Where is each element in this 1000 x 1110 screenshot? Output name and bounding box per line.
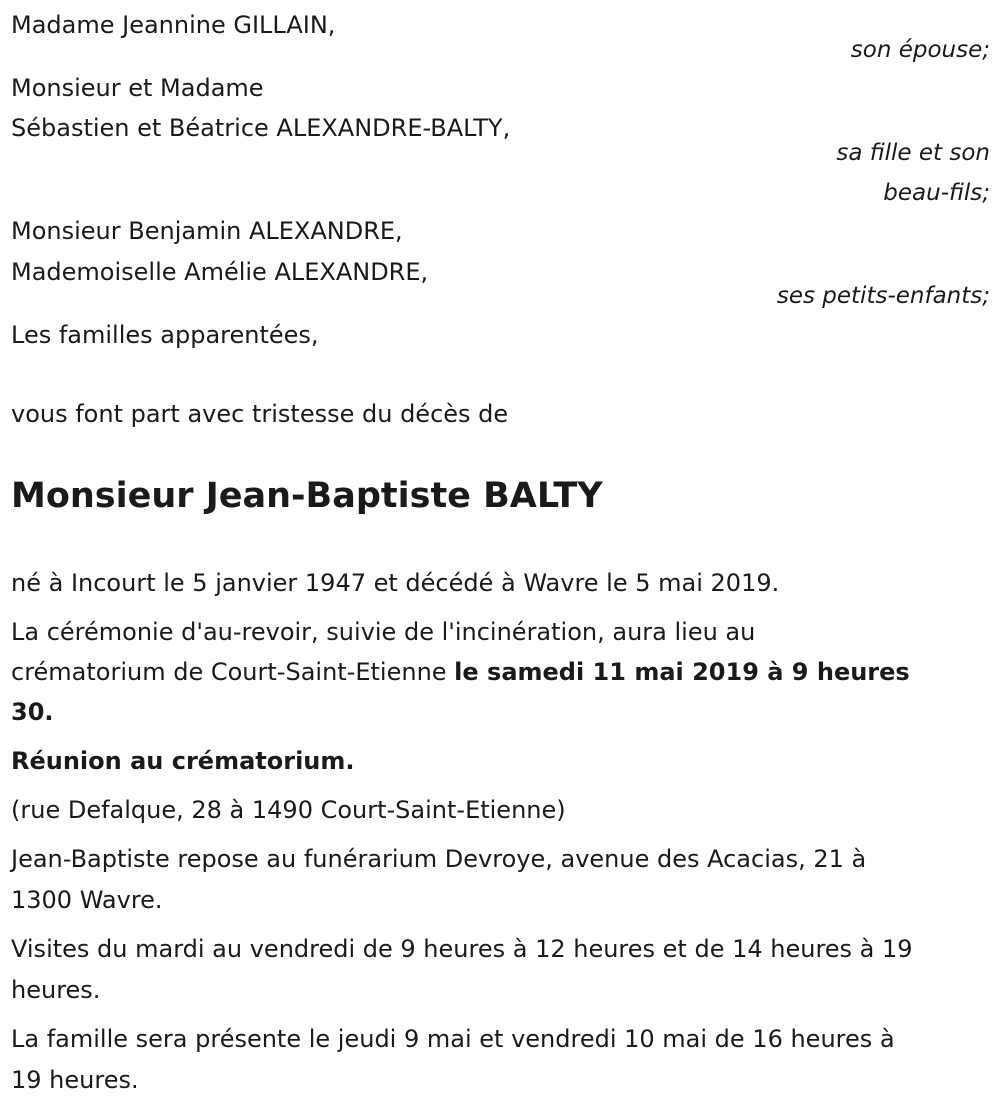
daughter-relation-line-1: sa fille et son	[836, 140, 990, 166]
daughter-relation-line-2: beau-fils;	[883, 180, 990, 206]
grandchildren-relation: ses petits-enfants;	[776, 283, 990, 309]
deceased-name: Monsieur Jean-Baptiste BALTY	[11, 476, 603, 516]
relatives-line: Les familles apparentées,	[11, 321, 319, 349]
visits-line-1: Visites du mardi au vendredi de 9 heures à 12 heures et de 14 heures à 19	[11, 935, 913, 963]
repose-line-2: 1300 Wavre.	[11, 886, 163, 914]
grandchild-1: Monsieur Benjamin ALEXANDRE,	[11, 217, 403, 245]
visits-line-2: heures.	[11, 976, 101, 1004]
spouse-name: Madame Jeannine GILLAIN,	[11, 11, 336, 39]
announcement-line: vous font part avec tristesse du décès de	[11, 400, 509, 428]
grandchild-2: Mademoiselle Amélie ALEXANDRE,	[11, 258, 429, 286]
meeting-line: Réunion au crématorium.	[11, 747, 355, 775]
ceremony-line-2	[11, 658, 910, 686]
family-present-line-1: La famille sera présente le jeudi 9 mai et vendredi 10 mai de 16 heures à	[11, 1025, 895, 1053]
ceremony-line-3: 30.	[11, 698, 54, 726]
family-present-line-2: 19 heures.	[11, 1066, 139, 1094]
spouse-relation: son épouse;	[850, 37, 990, 63]
ceremony-date: le samedi 11 mai 2019 à 9 heures	[454, 658, 910, 686]
ceremony-location: crématorium de Court-Saint-Etienne	[11, 658, 455, 686]
daughter-line-1: Monsieur et Madame	[11, 74, 264, 102]
daughter-line-2: Sébastien et Béatrice ALEXANDRE-BALTY,	[11, 114, 511, 142]
address-line: (rue Defalque, 28 à 1490 Court-Saint-Etienne)	[11, 796, 566, 824]
birth-death-line: né à Incourt le 5 janvier 1947 et décédé à Wavre le 5 mai 2019.	[11, 569, 780, 597]
repose-line-1: Jean-Baptiste repose au funérarium Devroye, avenue des Acacias, 21 à	[11, 845, 867, 873]
ceremony-line-1: La cérémonie d'au-revoir, suivie de l'incinération, aura lieu au	[11, 618, 756, 646]
